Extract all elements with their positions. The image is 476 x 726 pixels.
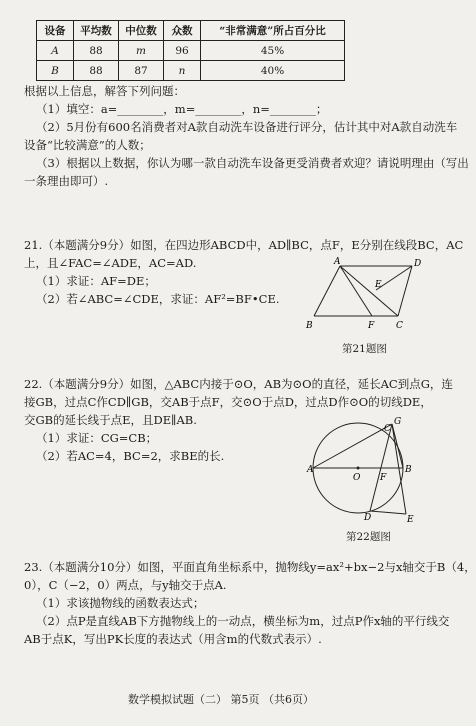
q23-line1: 23.（本题满分10分）如图，平面直角坐标系中，抛物线y=ax²+bx−2与x轴交于B（4， [24,560,476,574]
page-footer: 数学模拟试题（二） 第5页 （共6页） [128,693,314,706]
q20-part2-line1: （2）5月份有600名消费者对A款自动洗车设备进行评分，估计其中对A款自动洗车 [36,120,458,134]
q23-part2-line1: （2）点P是直线AB下方抛物线上的一动点，横坐标为m，过点P作x轴的平行线交 [36,614,450,628]
table-cell: 88 [74,41,119,61]
table-header: 众数 [164,21,201,41]
q22-part1: （1）求证：CG=CB； [36,431,158,445]
q22-label-d: D [364,513,372,523]
q22-label-c: C [384,424,391,434]
q22-line2: 接GB，过点C作CD∥GB，交AB于点F，交⊙O于点D，过点D作⊙O的切线DE， [24,395,432,409]
q21-label-d: D [414,259,422,269]
q21-line1: 21.（本题满分9分）如图，在四边形ABCD中，AD∥BC，点F，E分别在线段BC，AC [24,238,464,252]
table-header: 中位数 [119,21,164,41]
q22-line1: 22.（本题满分9分）如图，△ABC内接于⊙O，AB为⊙O的直径，延长AC到点G，连 [24,377,453,391]
q21-caption: 第21题图 [342,343,387,355]
table-row [37,61,345,81]
q22-caption: 第22题图 [346,531,391,543]
q21-figure [300,258,440,338]
table-cell: 45% [201,41,345,61]
q23-line2: 0），C（−2，0）两点，与y轴交于点A. [24,578,227,592]
q23-part2-line2: AB于点K，写出PK长度的表达式（用含m的代数式表示）. [24,632,322,646]
q20-part2-line2: 设备“比较满意”的人数； [24,138,151,152]
q22-figure [308,416,420,526]
q20-part1: （1）填空：a=________，m=________，n=________； [36,102,328,116]
q21-part2: （2）若∠ABC=∠CDE，求证：AF²=BF•CE. [36,292,280,306]
q22-label-f: F [380,473,387,483]
q20-intro: 根据以上信息，解答下列问题： [24,84,185,98]
table-cell: 88 [74,61,119,81]
q21-label-a: A [334,257,341,267]
q22-label-b: B [405,465,412,475]
table-cell: 40% [201,61,345,81]
table-cell: A [37,41,74,61]
table-cell: n [164,61,201,81]
q21-label-e: E [375,280,382,290]
stats-table [36,20,345,81]
table-row [37,41,345,61]
table-cell: B [37,61,74,81]
q23-part1: （1）求该抛物线的函数表达式； [36,596,205,610]
q21-line2: 上，且∠FAC=∠ADE，AC=AD. [24,256,197,270]
q20-part3-line2: 一条理由即可）. [24,174,109,188]
q22-label-o: O [353,473,361,483]
q22-line3: 交GB的延长线于点E，且DE∥AB. [24,413,197,427]
q20-part3-line1: （3）根据以上数据，你认为哪一款自动洗车设备更受消费者欢迎？请说明理由（写出 [36,156,469,170]
q22-label-a: A [307,465,314,475]
table-cell: 87 [119,61,164,81]
q21-label-b: B [306,321,313,331]
q22-label-e: E [407,515,414,525]
q21-label-f: F [368,321,375,331]
table-header: 平均数 [74,21,119,41]
table-header: “非常满意”所占百分比 [201,21,345,41]
q21-part1: （1）求证：AF=DE； [36,274,156,288]
table-cell: m [119,41,164,61]
table-cell: 96 [164,41,201,61]
q22-part2: （2）若AC=4，BC=2，求BE的长. [36,449,225,463]
q21-label-c: C [396,321,403,331]
q22-label-g: G [394,417,402,427]
table-header: 设备 [37,21,74,41]
table-header-row [37,21,345,41]
